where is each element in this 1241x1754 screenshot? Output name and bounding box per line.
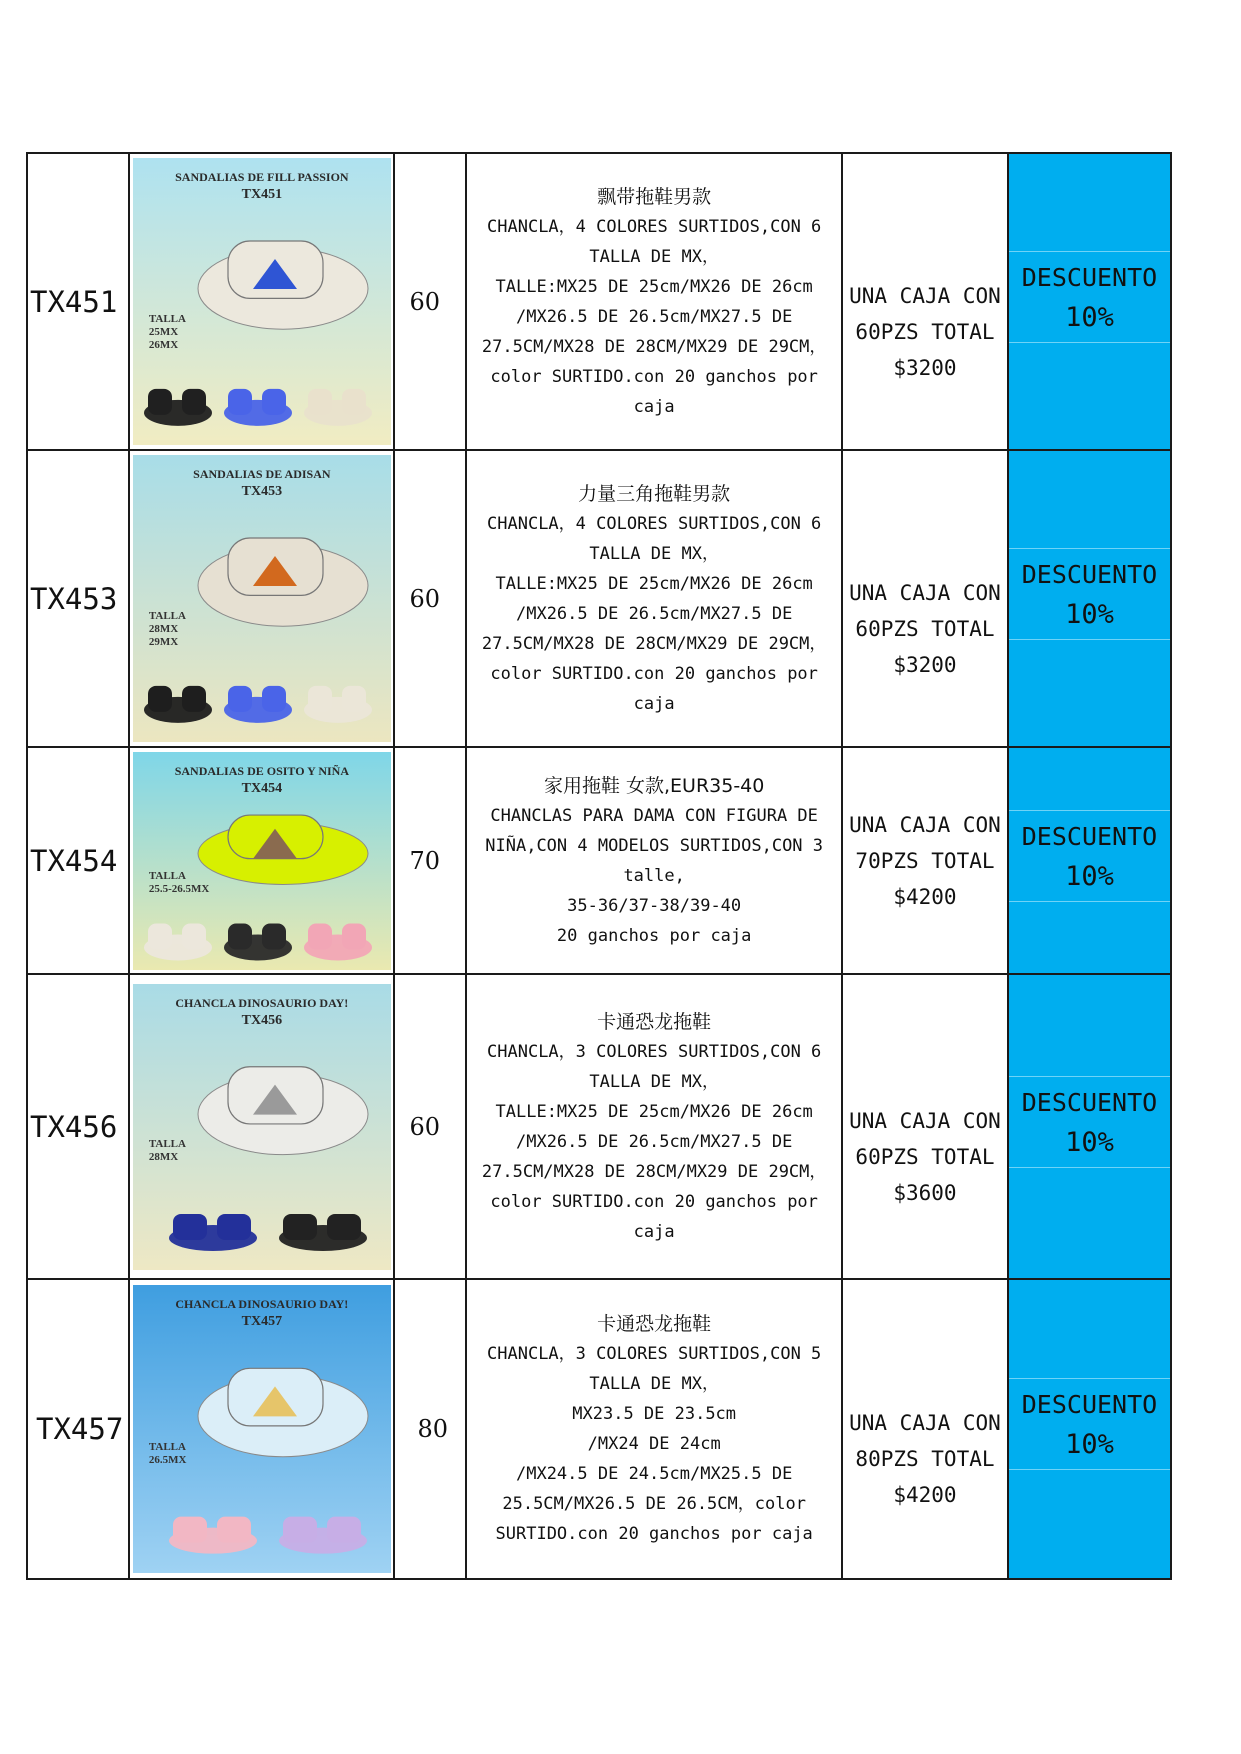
description-line: caja bbox=[633, 693, 675, 714]
product-code: TX451 bbox=[30, 284, 118, 319]
discount-label: DESCUENTO bbox=[1021, 821, 1158, 851]
packaging-info bbox=[843, 218, 1007, 386]
product-description bbox=[467, 1007, 841, 1247]
description-line: talle, bbox=[623, 865, 685, 886]
pack-price: $3200 bbox=[893, 355, 957, 380]
image-model-code: TX451 bbox=[241, 187, 283, 202]
pack-box-line: UNA CAJA CON bbox=[849, 1108, 1001, 1133]
description-chinese-title: 力量三角拖鞋男款 bbox=[578, 482, 731, 505]
discount-percent: 10% bbox=[1065, 1126, 1114, 1158]
product-description bbox=[467, 1309, 841, 1549]
talla-size: 26MX bbox=[148, 339, 179, 351]
description-line: CHANCLAS PARA DAMA CON FIGURA DE bbox=[490, 805, 818, 826]
image-title-block bbox=[133, 465, 391, 501]
talla-size: 28MX bbox=[148, 1150, 179, 1163]
image-title-block bbox=[133, 1295, 391, 1331]
product-image-cell bbox=[129, 747, 394, 974]
product-image-cell bbox=[129, 1279, 394, 1579]
discount-badge bbox=[1009, 810, 1170, 902]
quantity-cell bbox=[394, 974, 466, 1279]
discount-cell bbox=[1008, 747, 1171, 974]
description-line: color SURTIDO.con 20 ganchos por bbox=[490, 1191, 818, 1212]
product-row bbox=[27, 974, 1171, 1279]
talla-label: TALLA bbox=[148, 1441, 186, 1453]
image-title: SANDALIAS DE OSITO Y NIÑA bbox=[174, 763, 349, 778]
discount-badge bbox=[1009, 251, 1170, 343]
product-code-cell bbox=[27, 153, 129, 450]
product-image bbox=[133, 455, 391, 742]
description-line: /MX24.5 DE 24.5cm/MX25.5 DE bbox=[515, 1464, 793, 1484]
description-line: 25.5CM/MX26.5 DE 26.5CM，color bbox=[502, 1494, 806, 1514]
description-line: TALLE:MX25 DE 25cm/MX26 DE 26cm bbox=[495, 573, 813, 594]
description-line: 27.5CM/MX28 DE 28CM/MX29 DE 29CM， bbox=[481, 633, 827, 654]
quantity-value: 60 bbox=[409, 1112, 441, 1141]
description-cell bbox=[466, 747, 842, 974]
talla-label: TALLA bbox=[148, 313, 186, 325]
pack-price: $4200 bbox=[893, 1483, 957, 1507]
discount-cell bbox=[1008, 974, 1171, 1279]
discount-percent: 10% bbox=[1065, 301, 1114, 333]
image-model-code: TX457 bbox=[241, 1314, 283, 1329]
quantity-cell bbox=[394, 153, 466, 450]
image-title-block bbox=[133, 994, 391, 1030]
product-code: TX453 bbox=[30, 581, 118, 616]
pack-box-line: UNA CAJA CON bbox=[849, 283, 1001, 308]
description-chinese-title: 卡通恐龙拖鞋 bbox=[597, 1313, 712, 1335]
description-line: CHANCLA，4 COLORES SURTIDOS,CON 6 bbox=[487, 216, 822, 237]
image-title: CHANCLA DINOSAURIO DAY! bbox=[175, 995, 349, 1010]
product-code-cell bbox=[27, 1279, 129, 1579]
product-image bbox=[133, 1285, 391, 1573]
quantity-cell bbox=[394, 747, 466, 974]
pack-pieces-line: 60PZS TOTAL bbox=[855, 319, 995, 344]
product-code: TX457 bbox=[36, 1412, 124, 1446]
product-code: TX454 bbox=[30, 843, 118, 878]
pack-pieces-line: 60PZS TOTAL bbox=[855, 1144, 995, 1169]
description-chinese-title: 家用拖鞋 女款,EUR35-40 bbox=[543, 774, 765, 797]
discount-badge bbox=[1009, 548, 1170, 640]
product-code-cell bbox=[27, 450, 129, 747]
description-line: MX23.5 DE 23.5cm bbox=[572, 1404, 737, 1424]
packaging-info bbox=[843, 515, 1007, 683]
pack-box-line: UNA CAJA CON bbox=[849, 812, 1001, 837]
description-line: /MX26.5 DE 26.5cm/MX27.5 DE bbox=[515, 1131, 793, 1152]
product-row bbox=[27, 450, 1171, 747]
description-cell bbox=[466, 153, 842, 450]
product-description bbox=[467, 182, 841, 422]
image-title: SANDALIAS DE ADISAN bbox=[193, 467, 331, 481]
packaging-info bbox=[843, 1345, 1007, 1513]
image-title: CHANCLA DINOSAURIO DAY! bbox=[175, 1297, 349, 1311]
talla-label: TALLA bbox=[148, 869, 186, 882]
product-image bbox=[133, 752, 391, 970]
description-line: CHANCLA，3 COLORES SURTIDOS,CON 5 bbox=[487, 1344, 822, 1364]
image-size-label bbox=[149, 313, 186, 352]
quantity-value: 80 bbox=[417, 1415, 449, 1443]
image-title-block bbox=[133, 168, 391, 204]
talla-size: 29MX bbox=[148, 636, 179, 648]
pack-price: $4200 bbox=[893, 884, 957, 909]
product-row bbox=[27, 747, 1171, 974]
description-line: TALLE:MX25 DE 25cm/MX26 DE 26cm bbox=[495, 276, 813, 297]
discount-label: DESCUENTO bbox=[1021, 262, 1158, 292]
product-code-cell bbox=[27, 974, 129, 1279]
catalog-body bbox=[27, 153, 1171, 1579]
packaging-cell bbox=[842, 1279, 1008, 1579]
packaging-cell bbox=[842, 974, 1008, 1279]
talla-size: 25MX bbox=[148, 326, 179, 338]
pack-price: $3200 bbox=[893, 652, 957, 677]
discount-label: DESCUENTO bbox=[1021, 1087, 1158, 1117]
image-model-code: TX454 bbox=[241, 780, 283, 796]
packaging-info bbox=[843, 807, 1007, 915]
packaging-cell bbox=[842, 153, 1008, 450]
product-row bbox=[27, 1279, 1171, 1579]
image-size-label bbox=[149, 610, 186, 649]
product-code-cell bbox=[27, 747, 129, 974]
discount-cell bbox=[1008, 1279, 1171, 1579]
discount-cell bbox=[1008, 450, 1171, 747]
discount-percent: 10% bbox=[1065, 1429, 1114, 1460]
description-line: caja bbox=[633, 1221, 675, 1242]
description-line: CHANCLA，3 COLORES SURTIDOS,CON 6 bbox=[487, 1041, 822, 1062]
product-catalog-table bbox=[26, 152, 1172, 1580]
image-model-code: TX453 bbox=[241, 484, 283, 499]
packaging-cell bbox=[842, 747, 1008, 974]
product-code: TX456 bbox=[30, 1109, 118, 1144]
discount-percent: 10% bbox=[1065, 860, 1114, 892]
description-line: TALLA DE MX， bbox=[589, 246, 719, 267]
description-line: CHANCLA，4 COLORES SURTIDOS,CON 6 bbox=[487, 513, 822, 534]
image-title: SANDALIAS DE FILL PASSION bbox=[175, 170, 349, 184]
pack-pieces-line: 80PZS TOTAL bbox=[855, 1447, 995, 1471]
description-line: color SURTIDO.con 20 ganchos por bbox=[490, 663, 818, 684]
pack-box-line: UNA CAJA CON bbox=[849, 580, 1001, 605]
quantity-value: 60 bbox=[409, 584, 441, 613]
description-line: /MX26.5 DE 26.5cm/MX27.5 DE bbox=[515, 603, 793, 624]
description-line: 20 ganchos por caja bbox=[556, 925, 752, 946]
product-image-cell bbox=[129, 450, 394, 747]
discount-badge bbox=[1009, 1378, 1170, 1470]
description-chinese-title: 飘带拖鞋男款 bbox=[597, 185, 712, 208]
product-image bbox=[133, 158, 391, 445]
pack-price: $3600 bbox=[893, 1180, 957, 1205]
description-line: 35-36/37-38/39-40 bbox=[567, 895, 742, 916]
pack-box-line: UNA CAJA CON bbox=[849, 1411, 1001, 1435]
talla-size: 28MX bbox=[148, 623, 179, 635]
description-line: 27.5CM/MX28 DE 28CM/MX29 DE 29CM， bbox=[481, 1161, 827, 1182]
packaging-info bbox=[843, 1043, 1007, 1211]
talla-label: TALLA bbox=[148, 1137, 186, 1150]
quantity-cell bbox=[394, 450, 466, 747]
talla-size: 26.5MX bbox=[148, 1454, 187, 1466]
image-size-label bbox=[149, 1138, 186, 1164]
packaging-cell bbox=[842, 450, 1008, 747]
product-image bbox=[133, 984, 391, 1270]
product-description bbox=[467, 771, 841, 951]
image-title-block bbox=[133, 762, 391, 798]
talla-label: TALLA bbox=[148, 610, 186, 622]
description-line: TALLE:MX25 DE 25cm/MX26 DE 26cm bbox=[495, 1101, 813, 1122]
description-line: TALLA DE MX， bbox=[589, 1374, 719, 1394]
quantity-value: 70 bbox=[409, 846, 441, 875]
description-line: TALLA DE MX， bbox=[589, 1071, 719, 1092]
discount-label: DESCUENTO bbox=[1021, 559, 1158, 589]
description-line: caja bbox=[633, 396, 675, 417]
product-image-cell bbox=[129, 153, 394, 450]
description-line: /MX24 DE 24cm bbox=[587, 1434, 721, 1454]
discount-percent: 10% bbox=[1065, 598, 1114, 630]
description-line: /MX26.5 DE 26.5cm/MX27.5 DE bbox=[515, 306, 793, 327]
pack-pieces-line: 70PZS TOTAL bbox=[855, 848, 995, 873]
product-image-cell bbox=[129, 974, 394, 1279]
quantity-cell bbox=[394, 1279, 466, 1579]
image-size-label bbox=[149, 1441, 187, 1467]
image-size-label bbox=[149, 870, 210, 896]
description-line: color SURTIDO.con 20 ganchos por bbox=[490, 366, 818, 387]
product-row bbox=[27, 153, 1171, 450]
description-line: 27.5CM/MX28 DE 28CM/MX29 DE 29CM， bbox=[481, 336, 827, 357]
talla-size: 25.5-26.5MX bbox=[148, 882, 210, 895]
quantity-value: 60 bbox=[409, 287, 441, 316]
description-cell bbox=[466, 974, 842, 1279]
description-chinese-title: 卡通恐龙拖鞋 bbox=[597, 1010, 712, 1033]
description-line: SURTIDO.con 20 ganchos por caja bbox=[495, 1524, 813, 1544]
pack-pieces-line: 60PZS TOTAL bbox=[855, 616, 995, 641]
description-line: NIÑA,CON 4 MODELOS SURTIDOS,CON 3 bbox=[485, 835, 824, 856]
discount-label: DESCUENTO bbox=[1021, 1390, 1158, 1419]
description-cell bbox=[466, 450, 842, 747]
discount-badge bbox=[1009, 1076, 1170, 1168]
discount-cell bbox=[1008, 153, 1171, 450]
image-model-code: TX456 bbox=[241, 1012, 283, 1028]
description-cell bbox=[466, 1279, 842, 1579]
description-line: TALLA DE MX， bbox=[589, 543, 719, 564]
product-description bbox=[467, 479, 841, 719]
